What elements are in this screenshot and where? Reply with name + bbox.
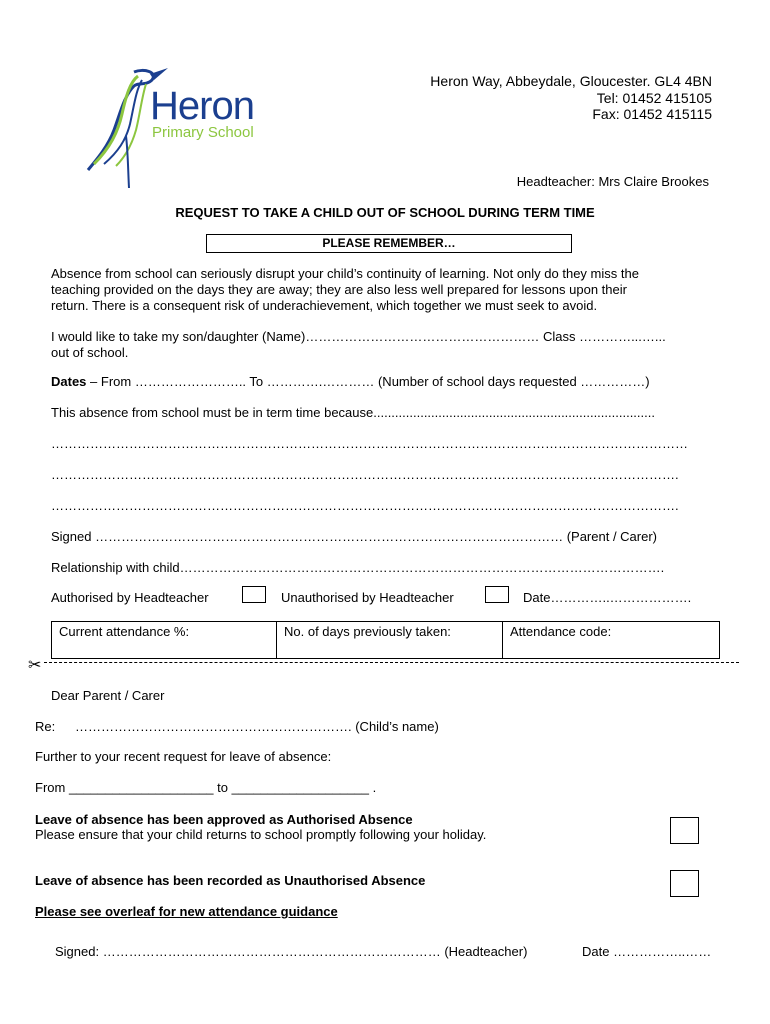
office-use-table [51, 621, 720, 659]
authorised-label: Authorised by Headteacher [51, 590, 209, 605]
child-name-line[interactable]: ………………………………………………………. (Child’s name) [75, 719, 439, 734]
relationship-line[interactable]: Relationship with child…………………………………………………………………………………………………. [51, 560, 665, 575]
absence-text-1: Absence from school can seriously disrupt your child’s continuity of learning. Not only do they miss the [51, 266, 639, 281]
telephone: Tel: 01452 415105 [596, 90, 712, 106]
from-to-line[interactable]: From ____________________ to ___________________ . [35, 780, 377, 795]
form-title: REQUEST TO TAKE A CHILD OUT OF SCHOOL DURING TERM TIME [175, 205, 595, 220]
attendance-label: Current attendance %: [59, 624, 190, 639]
request-line[interactable]: I would like to take my son/daughter (Name)……………………………………………… Class …………...…... [51, 329, 666, 344]
dates-line[interactable] [51, 374, 650, 389]
days-taken-cell[interactable] [277, 622, 503, 658]
reason-dots-3[interactable]: ………………………………………………………………………………………………………………………………. [51, 498, 679, 513]
approved-checkbox[interactable] [670, 817, 699, 844]
absence-text-2: teaching provided on the days they are away; they are also less well prepared for lessons upon their [51, 282, 627, 297]
attendance-code-cell[interactable] [503, 622, 719, 658]
remember-box [206, 234, 572, 253]
absence-text-3: return. There is a consequent risk of underachievement, which together we must seek to avoid. [51, 298, 598, 313]
overleaf-note: Please see overleaf for new attendance guidance [35, 904, 338, 919]
headteacher: Headteacher: Mrs Claire Brookes [516, 174, 709, 189]
dates-label: Dates [51, 374, 87, 389]
date-line[interactable]: Date…………..………………. [523, 590, 692, 605]
request-line-2: out of school. [51, 345, 129, 360]
signed-line[interactable]: Signed ……………………………………………………………………………………………… (Parent / Carer) [51, 529, 658, 544]
approved-text: Please ensure that your child returns to school promptly following your holiday. [35, 827, 487, 842]
scissors-icon: ✂ [28, 657, 42, 674]
address: Heron Way, Abbeydale, Gloucester. GL4 4BN [430, 73, 712, 89]
unauthorised-checkbox[interactable] [485, 586, 509, 603]
reason-line[interactable]: This absence from school must be in term time because.............................................................................. [51, 405, 655, 420]
dear-line: Dear Parent / Carer [51, 688, 165, 703]
unauthorised-title: Leave of absence has been recorded as Unauthorised Absence [35, 873, 426, 888]
attendance-code-label: Attendance code: [510, 624, 612, 639]
school-logo [82, 66, 282, 191]
remember-label: PLEASE REMEMBER… [322, 236, 456, 250]
logo-name: Heron [150, 84, 254, 128]
unauthorised-absence-checkbox[interactable] [670, 870, 699, 897]
re-label: Re: [35, 719, 56, 734]
authorised-checkbox[interactable] [242, 586, 266, 603]
cut-line [44, 662, 739, 663]
unauthorised-label: Unauthorised by Headteacher [281, 590, 454, 605]
headteacher-date-line[interactable]: Date ……………..…… [582, 944, 712, 959]
logo-subtitle: Primary School [152, 124, 254, 141]
reason-dots-2[interactable]: ………………………………………………………………………………………………………………………………. [51, 467, 679, 482]
further-line: Further to your recent request for leave of absence: [35, 749, 332, 764]
days-taken-label: No. of days previously taken: [284, 624, 451, 639]
approved-title: Leave of absence has been approved as Authorised Absence [35, 812, 413, 827]
reason-dots-1[interactable]: ………………………………………………………………………………………………………………………………… [51, 436, 688, 451]
fax: Fax: 01452 415115 [592, 106, 712, 122]
headteacher-signed-line[interactable]: Signed: …………………………………………………………………… (Headteacher) [55, 944, 528, 959]
attendance-cell[interactable] [52, 622, 277, 658]
dates-fields: – From …………………….. To ………….………… (Number of school days requested ……………) [86, 374, 650, 389]
